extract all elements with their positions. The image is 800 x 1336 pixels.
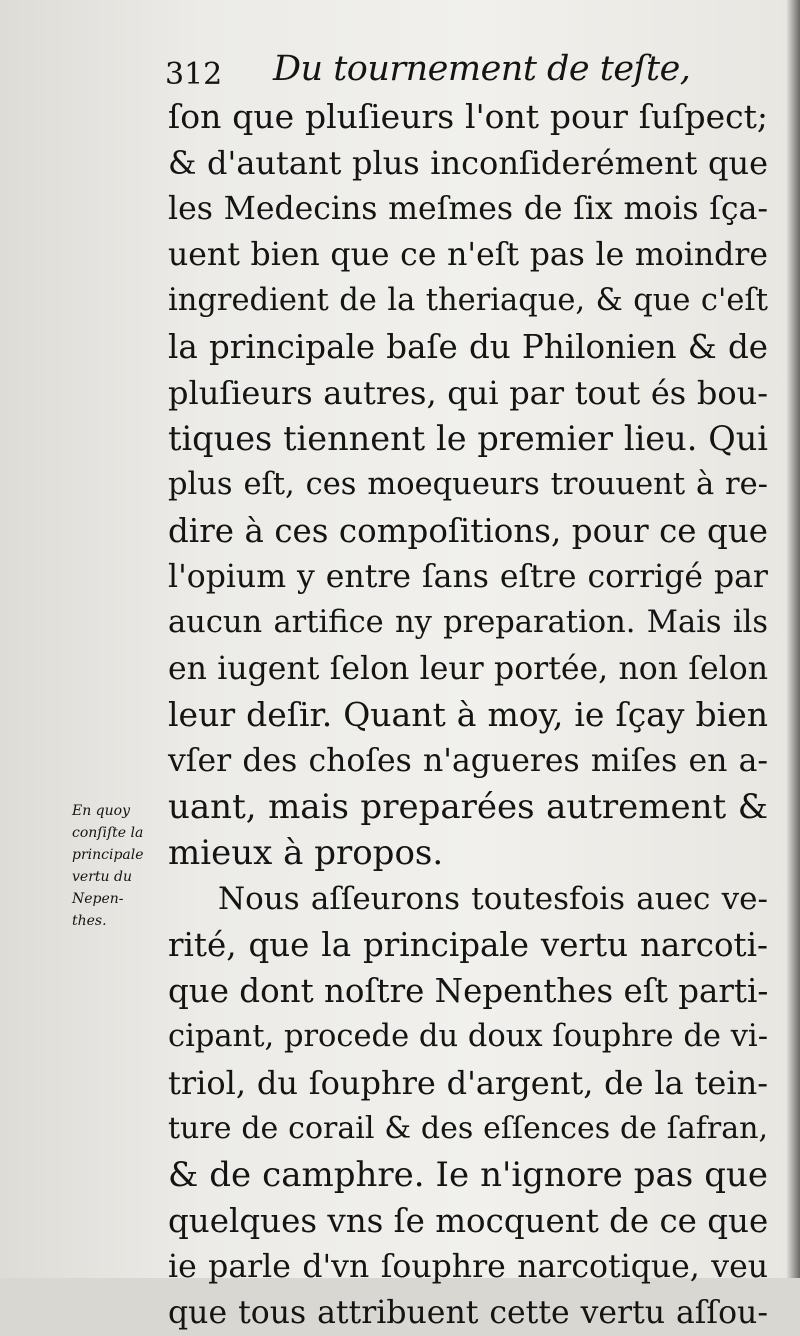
text-line: la principale baſe du Philonien & de [168, 328, 768, 366]
text-line: quelques vns ſe mocquent de ce que [168, 1202, 769, 1240]
marginal-note [72, 800, 172, 932]
text-line: & d'autant plus inconſiderément que [168, 144, 768, 182]
page-number: 312 [165, 57, 223, 92]
text-line: vſer des choſes n'agueres miſes en a- [168, 743, 768, 779]
text-line: cipant, procede du doux ſouphre de vi- [168, 1019, 768, 1054]
text-line: Nous aſſeurons toutesfois auec ve- [218, 881, 768, 917]
text-line: en iugent ſelon leur portée, non ſelon [168, 651, 768, 687]
text-line: & de camphre. Ie n'ignore pas que [168, 1155, 768, 1195]
text-line: que dont noſtre Nepenthes eſt parti- [168, 972, 769, 1010]
text-line: l'opium y entre ſans eſtre corrigé par [168, 559, 768, 595]
text-line: rité, que la principale vertu narcoti- [168, 926, 768, 964]
marginal-note-line: Nepen- [72, 891, 124, 907]
text-line: uant, mais preparées autrement & [168, 787, 768, 827]
text-line: mieux à propos. [168, 833, 444, 873]
text-line: leur deſir. Quant à moy, ie ſçay bien [168, 695, 768, 734]
marginal-note-line: conſiſte la [72, 825, 144, 841]
text-line: triol, du ſouphre d'argent, de la tein- [168, 1064, 768, 1102]
marginal-note-line: principale [72, 847, 144, 863]
marginal-note-line: En quoy [72, 803, 131, 819]
gutter-shadow [786, 0, 800, 1278]
text-line: que tous attribuent cette vertu aſſou- [168, 1295, 768, 1331]
text-line: les Medecins meſmes de ſix mois ſça- [168, 191, 768, 227]
text-line: aucun artifice ny preparation. Mais ils [168, 605, 768, 640]
text-line: plus eſt, ces moequeurs trouuent à re- [168, 467, 768, 502]
page-header [165, 44, 765, 94]
text-line: tiques tiennent le premier lieu. Qui [168, 419, 768, 458]
marginal-note-line: thes. [72, 913, 107, 929]
text-line: pluſieurs autres, qui par tout és bou- [168, 374, 768, 412]
text-line: ie parle d'vn ſouphre narcotique, veu [168, 1249, 768, 1285]
text-line: ture de corail & des eſſences de ſafran, [168, 1111, 768, 1146]
text-line: dire à ces compoſitions, pour ce que [168, 512, 768, 550]
marginal-note-line: vertu du [72, 869, 132, 885]
text-line: uent bien que ce n'eſt pas le moindre [168, 237, 768, 273]
text-line: ingredient de la theriaque, & que c'eſt [168, 283, 768, 318]
running-head: Du tournement de teſte, [273, 49, 691, 89]
text-line: ſon que pluſieurs l'ont pour ſuſpect; [168, 97, 768, 136]
body-text [168, 94, 768, 1336]
